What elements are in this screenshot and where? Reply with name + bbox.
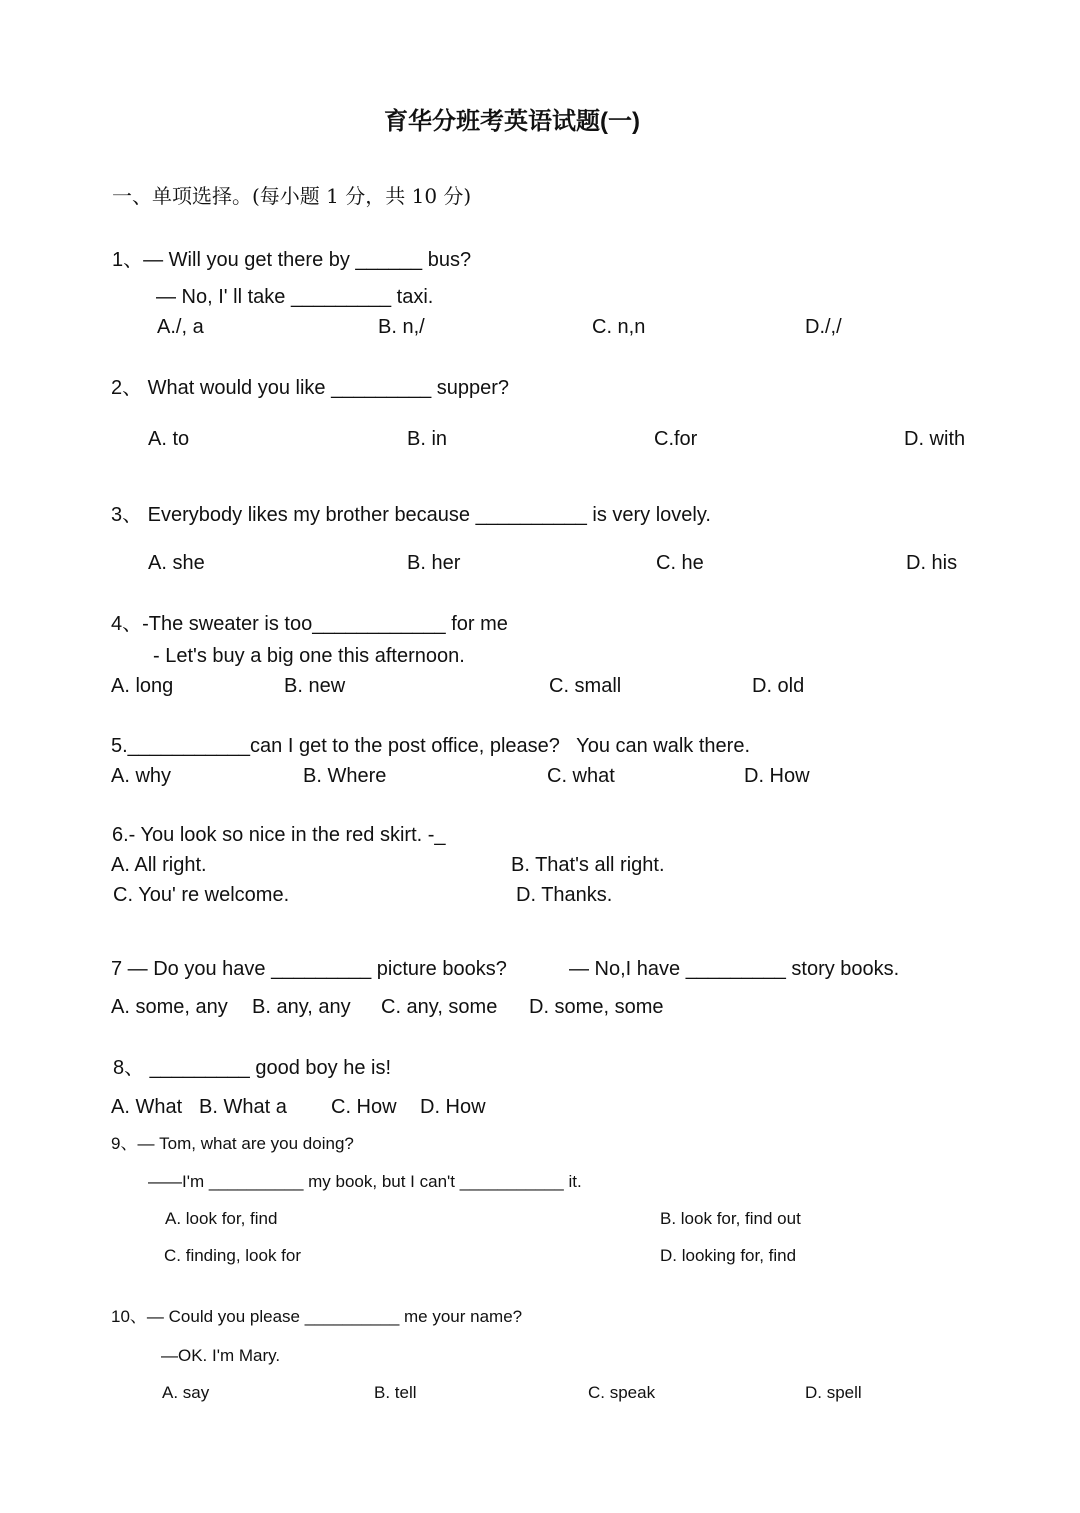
question-10-option-d: D. spell — [805, 1383, 862, 1402]
question-10-option-c: C. speak — [588, 1383, 656, 1402]
question-4-option-d: D. old — [752, 675, 805, 697]
question-2-option-b: B. in — [407, 428, 448, 450]
question-5-option-d: D. How — [744, 765, 810, 787]
question-1-reply: — No, I' ll take _________ taxi. — [156, 286, 434, 308]
question-2-stem: 2、 What would you like _________ supper? — [111, 377, 510, 399]
section-heading: 一、单项选择。(每小题 1 分，共 10 分) — [112, 184, 472, 208]
question-9-option-b: B. look for, find out — [660, 1209, 801, 1228]
question-9-option-c: C. finding, look for — [164, 1246, 302, 1265]
question-1-option-d: D./,/ — [805, 316, 842, 338]
question-6-option-b: B. That's all right. — [511, 854, 665, 876]
question-7-option-c: C. any, some — [381, 996, 498, 1018]
question-5-stem: 5.___________can I get to the post office, please? You can walk there. — [111, 735, 751, 757]
question-7-reply: — No,I have _________ story books. — [569, 958, 900, 980]
question-3-option-d: D. his — [906, 552, 958, 574]
question-7-option-a: A. some, any — [111, 996, 228, 1018]
question-1-option-a: A./, a — [157, 316, 204, 338]
question-7-option-b: B. any, any — [252, 996, 351, 1018]
question-3-stem: 3、 Everybody likes my brother because __________ is very lovely. — [111, 504, 711, 526]
question-3-option-c: C. he — [656, 552, 704, 574]
question-5-option-c: C. what — [547, 765, 615, 787]
question-4-option-b: B. new — [284, 675, 346, 697]
question-5-option-a: A. why — [111, 765, 172, 787]
question-9-reply: ——I'm __________ my book, but I can't ___________ it. — [148, 1172, 582, 1191]
question-7-stem: 7 — Do you have _________ picture books? — [111, 958, 507, 980]
question-8-option-d: D. How — [420, 1096, 486, 1118]
question-10-stem: 10、— Could you please __________ me your name? — [111, 1307, 523, 1326]
question-3-option-a: A. she — [148, 552, 205, 574]
question-2-option-c: C.for — [654, 428, 698, 450]
question-4-option-c: C. small — [549, 675, 622, 697]
question-6-option-a: A. All right. — [111, 854, 207, 876]
question-9-option-d: D. looking for, find — [660, 1246, 797, 1265]
question-1-stem: 1、— Will you get there by ______ bus? — [112, 249, 472, 271]
question-10-option-a: A. say — [162, 1383, 210, 1402]
question-6-option-d: D. Thanks. — [516, 884, 613, 906]
question-10-option-b: B. tell — [374, 1383, 417, 1402]
question-1-option-c: C. n,n — [592, 316, 646, 338]
question-5-option-b: B. Where — [303, 765, 387, 787]
question-8-option-c: C. How — [331, 1096, 397, 1118]
question-8-stem: 8、 _________ good boy he is! — [113, 1057, 391, 1079]
question-6-option-c: C. You' re welcome. — [113, 884, 290, 906]
question-8-option-b: B. What a — [199, 1096, 287, 1118]
question-2-option-d: D. with — [904, 428, 966, 450]
question-4-stem: 4、-The sweater is too____________ for me — [111, 613, 508, 635]
page-title: 育华分班考英语试题(一) — [384, 108, 640, 135]
question-10-reply: —OK. I'm Mary. — [161, 1346, 281, 1365]
question-4-reply: - Let's buy a big one this afternoon. — [153, 645, 465, 667]
question-1-option-b: B. n,/ — [378, 316, 425, 338]
question-7-option-d: D. some, some — [529, 996, 664, 1018]
question-9-stem: 9、— Tom, what are you doing? — [111, 1134, 354, 1153]
question-9-option-a: A. look for, find — [165, 1209, 278, 1228]
question-2-option-a: A. to — [148, 428, 190, 450]
question-3-option-b: B. her — [407, 552, 461, 574]
question-4-option-a: A. long — [111, 675, 174, 697]
question-6-stem: 6.- You look so nice in the red skirt. -_ — [112, 824, 446, 846]
question-8-option-a: A. What — [111, 1096, 183, 1118]
